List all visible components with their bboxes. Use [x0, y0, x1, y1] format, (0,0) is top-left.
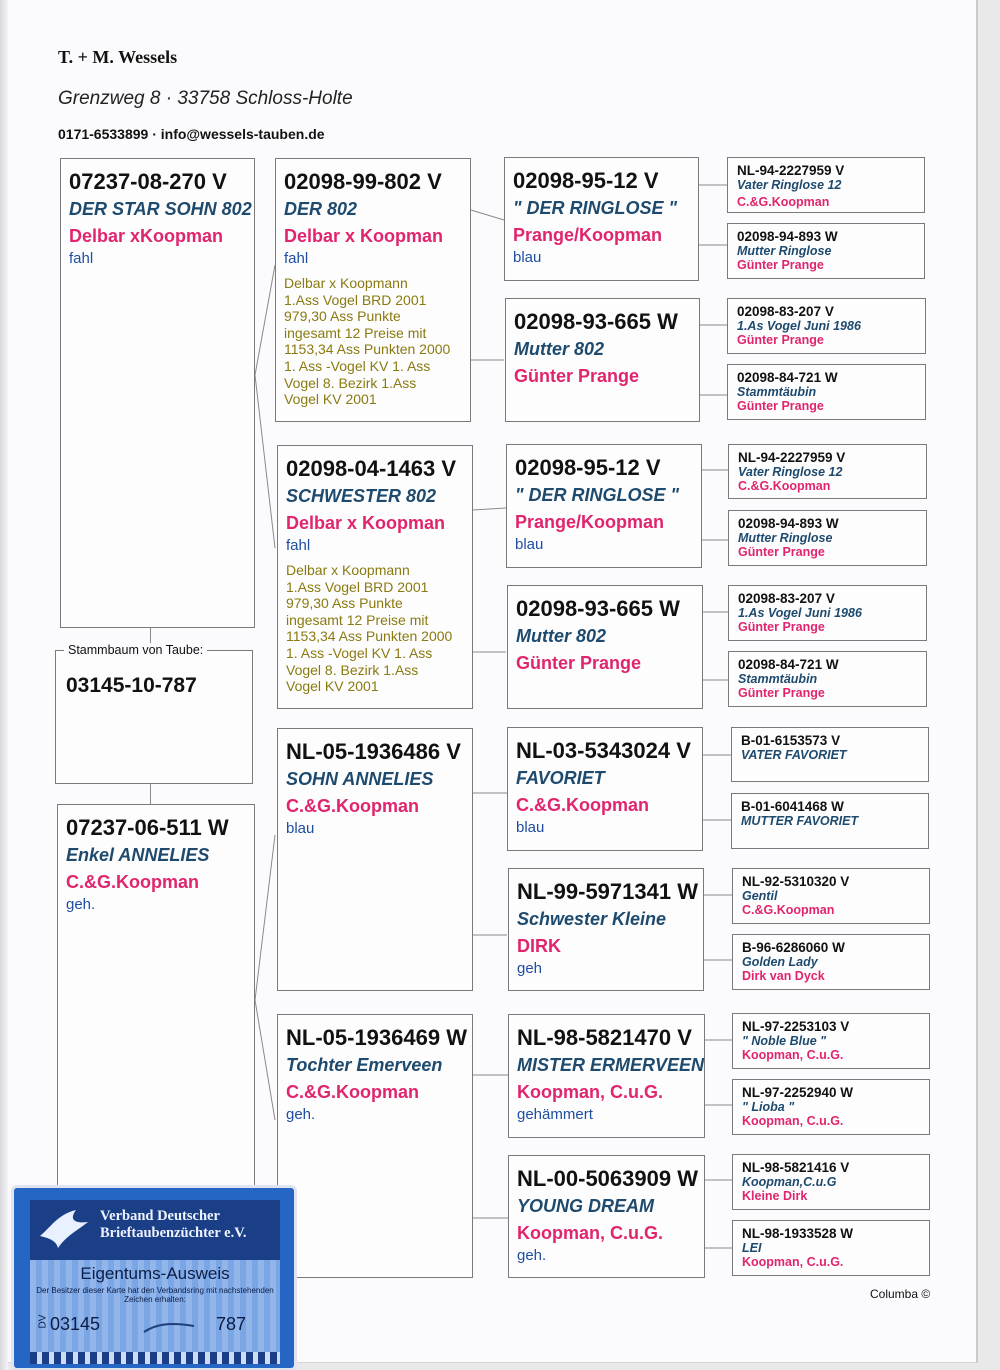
achievement-notes: Delbar x Koopmann 1.Ass Vogel BRD 2001 979,30 Ass Punkte ingesamt 12 Preise mit 1153,34 Ass Punkten 2000 1. Ass -Vogel KV 1. Ass Vogel 8. Bezirk 1.Ass Vogel KV 2001 — [284, 275, 451, 408]
breeder: Günter Prange — [737, 258, 824, 272]
pedigree-card-ggg[interactable] — [732, 1079, 930, 1135]
pigeon-name: MISTER ERMERVEEN — [517, 1055, 705, 1075]
pedigree-card-great-grandparent[interactable] — [507, 585, 703, 709]
pigeon-name: " DER RINGLOSE " — [515, 485, 680, 505]
pedigree-card-root[interactable] — [55, 650, 253, 784]
breeder: Günter Prange — [516, 653, 642, 673]
plumage-color: blau — [286, 820, 315, 837]
pedigree-card-great-grandparent[interactable] — [504, 157, 699, 281]
breeder: Koopman, C.u.G. — [742, 1048, 844, 1062]
pigeon-name: DER STAR SOHN 802 — [69, 199, 252, 219]
ring-number: B-96-6286060 W — [742, 940, 845, 955]
breeder: C.&G.Koopman — [738, 479, 831, 493]
pigeon-name: Mutter 802 — [516, 626, 607, 646]
root-label: Stammbaum von Taube: — [64, 643, 207, 657]
card-text: Der Besitzer dieser Karte hat den Verbandsring mit nachstehenden Zeichen erhalten: — [36, 1286, 274, 1304]
pigeon-name: DER 802 — [284, 199, 358, 219]
breeder: C.&G.Koopman — [737, 195, 830, 209]
breeder: Koopman, C.u.G. — [517, 1223, 663, 1243]
breeder: Dirk van Dyck — [742, 969, 825, 983]
pedigree-card-ggg[interactable] — [728, 444, 927, 499]
pedigree-card-great-grandparent[interactable] — [507, 727, 703, 851]
breeder: C.&G.Koopman — [286, 796, 419, 816]
breeder: Günter Prange — [737, 333, 824, 347]
breeder: C.&G.Koopman — [286, 1082, 419, 1102]
plumage-color: blau — [516, 819, 545, 836]
pedigree-card-ggg[interactable] — [728, 651, 927, 707]
pigeon-name: Mutter Ringlose — [738, 531, 833, 545]
pedigree-card-grandparent[interactable] — [277, 728, 473, 991]
breeder: C.&G.Koopman — [66, 872, 199, 892]
ring-number: 02098-95-12 V — [515, 455, 661, 480]
ring-number: NL-98-5821470 V — [517, 1025, 692, 1050]
card-ring-number: 03145 — [50, 1314, 101, 1334]
pedigree-card-great-grandparent[interactable] — [508, 868, 704, 991]
pigeon-name: SOHN ANNELIES — [286, 769, 434, 789]
breeder: Koopman, C.u.G. — [517, 1082, 663, 1102]
pigeon-name: VATER FAVORIET — [741, 748, 847, 762]
copyright-note: Columba © — [870, 1287, 931, 1301]
ring-number: 02098-84-721 W — [738, 657, 839, 672]
ring-number: NL-92-5310320 V — [742, 874, 850, 889]
plumage-color: geh. — [66, 896, 96, 913]
breeder: DIRK — [517, 936, 561, 956]
ring-number: 02098-95-12 V — [513, 168, 659, 193]
pedigree-card-ggg[interactable] — [727, 157, 925, 213]
pedigree-card-grandparent[interactable] — [277, 1014, 473, 1278]
pedigree-card-great-grandparent[interactable] — [508, 1014, 705, 1138]
breeder: Koopman, C.u.G. — [742, 1255, 844, 1269]
pedigree-card-ggg[interactable] — [732, 1013, 930, 1069]
breeder: Prange/Koopman — [515, 512, 665, 532]
ring-number: NL-05-1936486 V — [286, 739, 461, 764]
ring-number: 02098-99-802 V — [284, 169, 442, 194]
pedigree-card-ggg[interactable] — [728, 585, 927, 641]
plumage-color: geh — [517, 960, 543, 977]
owner-address: Grenzweg 8 · 33758 Schloss-Holte — [58, 88, 353, 109]
ring-number: NL-98-5821416 V — [742, 1160, 850, 1175]
breeder: Koopman, C.u.G. — [742, 1114, 844, 1128]
pedigree-card-ggg[interactable] — [732, 1220, 930, 1276]
ring-number: NL-94-2227959 V — [738, 450, 846, 465]
pedigree-card-ggg[interactable] — [731, 727, 929, 782]
pedigree-card-great-grandparent[interactable] — [506, 444, 702, 568]
pigeon-name: Vater Ringlose 12 — [737, 178, 842, 192]
root-ring-number: 03145-10-787 — [66, 674, 197, 697]
breeder: Günter Prange — [738, 620, 825, 634]
card-strip — [30, 1352, 280, 1364]
pigeon-logo-icon — [36, 1206, 92, 1254]
ring-number: 02098-94-893 W — [738, 516, 839, 531]
pigeon-name: " Noble Blue " — [742, 1034, 827, 1048]
plumage-color: blau — [515, 536, 544, 553]
breeder: C.&G.Koopman — [742, 903, 835, 917]
ring-number: NL-97-2252940 W — [742, 1085, 854, 1100]
plumage-color: fahl — [286, 537, 311, 554]
breeder: Günter Prange — [738, 686, 825, 700]
pigeon-name: 1.As Vogel Juni 1986 — [737, 319, 861, 333]
plumage-color: geh. — [286, 1106, 316, 1123]
pedigree-card-ggg[interactable] — [732, 868, 930, 924]
pigeon-name: Vater Ringlose 12 — [738, 465, 843, 479]
ring-number: B-01-6041468 W — [741, 799, 844, 814]
card-header — [30, 1200, 280, 1260]
plumage-color: geh. — [517, 1247, 547, 1264]
breeder: Delbar x Koopman — [284, 226, 444, 246]
pigeon-name: LEI — [742, 1241, 762, 1255]
ring-number: 07237-06-511 W — [66, 815, 229, 840]
breeder: Günter Prange — [738, 545, 825, 559]
ring-number: 02098-93-665 W — [516, 596, 680, 621]
plumage-color: gehämmert — [517, 1106, 593, 1123]
breeder: Günter Prange — [737, 399, 824, 413]
card-body — [30, 1260, 280, 1352]
ring-number: NL-94-2227959 V — [737, 163, 845, 178]
pigeon-name: Schwester Kleine — [517, 909, 667, 929]
pedigree-card-ggg[interactable] — [728, 510, 927, 566]
ring-number: 02098-83-207 V — [737, 304, 834, 319]
pigeon-name: Tochter Emerveen — [286, 1055, 443, 1075]
pedigree-card-sire[interactable] — [60, 158, 255, 628]
pigeon-name: " DER RINGLOSE " — [513, 198, 678, 218]
ring-number: 02098-93-665 W — [514, 309, 678, 334]
ring-number: NL-97-2253103 V — [742, 1019, 850, 1034]
pigeon-name: Stammtäubin — [738, 672, 818, 686]
pedigree-card-grandparent[interactable] — [275, 158, 471, 422]
achievement-notes: Delbar x Koopmann 1.Ass Vogel BRD 2001 979,30 Ass Punkte ingesamt 12 Preise mit 1153,34 Ass Punkten 2000 1. Ass -Vogel KV 1. Ass Vogel 8. Bezirk 1.Ass Vogel KV 2001 — [286, 562, 453, 695]
pigeon-name: Koopman,C.u.G — [742, 1175, 837, 1189]
ring-number: 02098-83-207 V — [738, 591, 835, 606]
pedigree-card-great-grandparent[interactable] — [508, 1155, 705, 1278]
owner-contact: 0171-6533899 · info@wessels-tauben.de — [58, 126, 325, 142]
breeder: Günter Prange — [514, 366, 640, 386]
ring-number: 02098-84-721 W — [737, 370, 838, 385]
ring-number: NL-98-1933528 W — [742, 1226, 854, 1241]
ring-number: NL-05-1936469 W — [286, 1025, 467, 1050]
card-dv-label: DV — [37, 1314, 49, 1329]
pigeon-name: Golden Lady — [742, 955, 818, 969]
pedigree-card-ggg[interactable] — [727, 364, 926, 420]
ring-number: NL-99-5971341 W — [517, 879, 698, 904]
pigeon-name: Gentil — [742, 889, 778, 903]
pedigree-card-ggg[interactable] — [731, 793, 929, 849]
plumage-color: fahl — [69, 250, 94, 267]
pigeon-name: Stammtäubin — [737, 385, 817, 399]
pigeon-name: FAVORIET — [516, 768, 605, 788]
card-ring-suffix: 787 — [216, 1314, 247, 1334]
card-organization: Verband Deutscher Brieftaubenzüchter e.V. — [100, 1208, 247, 1241]
owner-name: T. + M. Wessels — [58, 47, 178, 67]
pedigree-card-ggg[interactable] — [727, 223, 925, 279]
pigeon-name: Mutter Ringlose — [737, 244, 832, 258]
pedigree-card-ggg[interactable] — [727, 298, 926, 354]
breeder: Delbar x Koopman — [286, 513, 446, 533]
ring-number: 02098-04-1463 V — [286, 456, 457, 481]
pedigree-card-great-grandparent[interactable] — [505, 298, 700, 422]
ring-number: 02098-94-893 W — [737, 229, 838, 244]
pigeon-name: Enkel ANNELIES — [66, 845, 210, 865]
ring-number: 07237-08-270 V — [69, 169, 227, 194]
pigeon-name: SCHWESTER 802 — [286, 486, 437, 506]
breeder: Delbar xKoopman — [69, 226, 224, 246]
ring-number: NL-03-5343024 V — [516, 738, 691, 763]
pigeon-name: 1.As Vogel Juni 1986 — [738, 606, 862, 620]
card-title: Eigentums-Ausweis — [80, 1264, 230, 1283]
pigeon-name: YOUNG DREAM — [517, 1196, 655, 1216]
handwriting-mark-icon — [140, 1318, 200, 1338]
breeder: C.&G.Koopman — [516, 795, 649, 815]
pigeon-name: " Lioba " — [742, 1100, 795, 1114]
ring-number: NL-00-5063909 W — [517, 1166, 698, 1191]
plumage-color: fahl — [284, 250, 309, 267]
ownership-card — [14, 1188, 294, 1368]
pedigree-card-ggg[interactable] — [732, 934, 930, 990]
ring-number: B-01-6153573 V — [741, 733, 841, 748]
pedigree-card-grandparent[interactable] — [277, 445, 473, 709]
breeder: Prange/Koopman — [513, 225, 663, 245]
pedigree-card-ggg[interactable] — [732, 1154, 930, 1210]
pigeon-name: MUTTER FAVORIET — [741, 814, 859, 828]
pigeon-name: Mutter 802 — [514, 339, 605, 359]
plumage-color: blau — [513, 249, 542, 266]
breeder: Kleine Dirk — [742, 1189, 808, 1203]
